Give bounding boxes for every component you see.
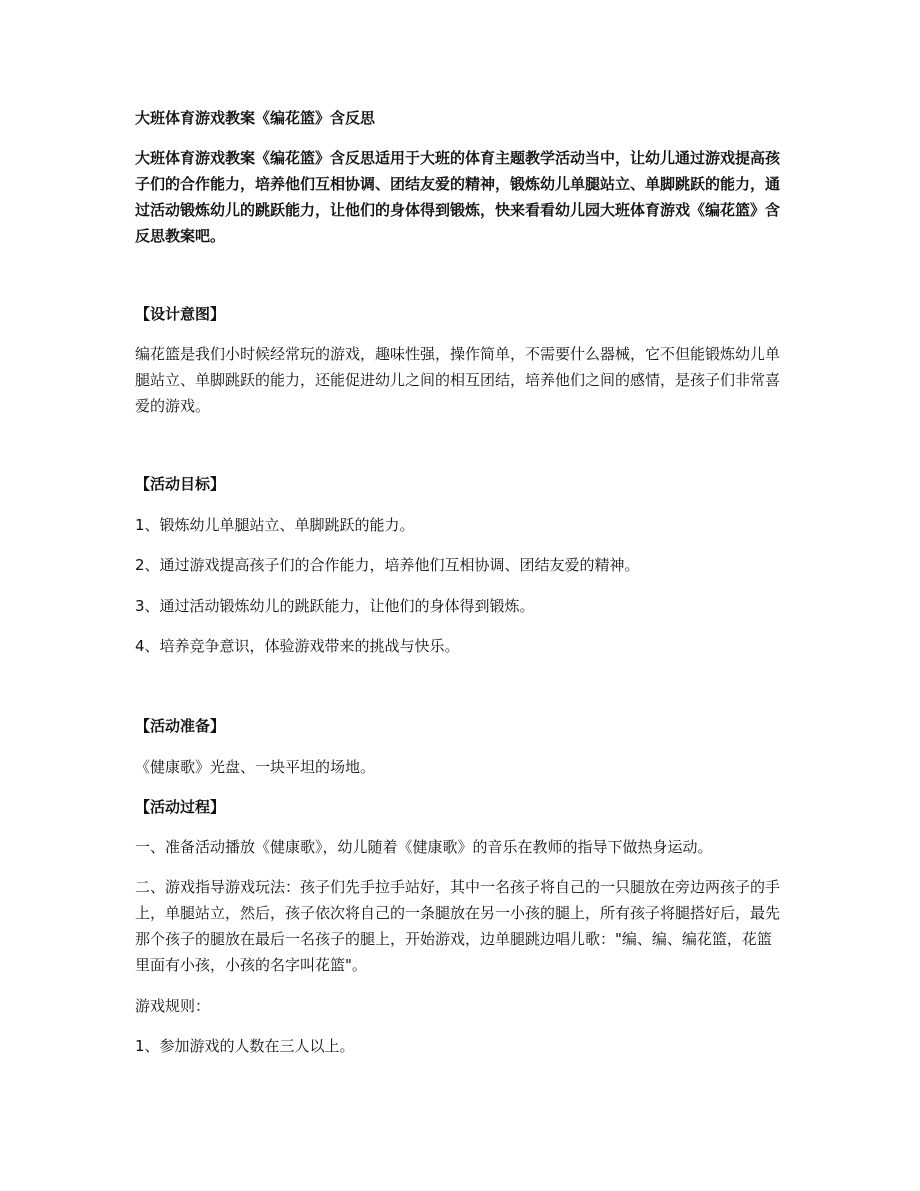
goal-item-1: 1、锻炼幼儿单腿站立、单脚跳跃的能力。 (135, 516, 415, 534)
document-title: 大班体育游戏教案《编花篮》含反思 (135, 109, 376, 127)
process-step-1: 一、准备活动播放《健康歌》，幼儿随着《健康歌》的音乐在教师的指导下做热身运动。 (135, 838, 713, 856)
process-heading: 【活动过程】 (135, 798, 226, 816)
goals-heading: 【活动目标】 (135, 475, 226, 493)
process-step-2: 二、游戏指导游戏玩法：孩子们先手拉手站好，其中一名孩子将自己的一只腿放在旁边两孩子的手上，单腿站立，然后，孩子依次将自己的一条腿放在另一小孩的腿上，所有孩子将腿搭好后，最先那个孩子的腿放在最后一名孩子的腿上，开始游戏，边单腿跳边唱儿歌："编、编、编花篮，花篮里面有小孩，小孩的名字叫花篮"。 (135, 878, 781, 974)
design-heading: 【设计意图】 (135, 305, 226, 323)
goal-item-2: 2、通过游戏提高孩子们的合作能力，培养他们互相协调、团结友爱的精神。 (135, 556, 640, 574)
prep-paragraph: 《健康歌》光盘、一块平坦的场地。 (135, 758, 376, 776)
intro-paragraph: 大班体育游戏教案《编花篮》含反思适用于大班的体育主题教学活动当中，让幼儿通过游戏提高孩子们的合作能力，培养他们互相协调、团结友爱的精神，锻炼幼儿单腿站立、单脚跳跃的能力，通过活动锻炼幼儿的跳跃能力，让他们的身体得到锻炼，快来看看幼儿园大班体育游戏《编花篮》含反思教案吧。 (135, 149, 781, 245)
design-paragraph: 编花篮是我们小时候经常玩的游戏，趣味性强，操作简单，不需要什么器械，它不但能锻炼幼儿单腿站立、单脚跳跃的能力，还能促进幼儿之间的相互团结，培养他们之间的感情，是孩子们非常喜爱的游戏。 (135, 345, 781, 415)
goal-item-4: 4、培养竞争意识，体验游戏带来的挑战与快乐。 (135, 637, 460, 655)
rule-item-1: 1、参加游戏的人数在三人以上。 (135, 1037, 355, 1055)
goal-item-3: 3、通过活动锻炼幼儿的跳跃能力，让他们的身体得到锻炼。 (135, 597, 535, 615)
prep-heading: 【活动准备】 (135, 717, 226, 735)
rules-heading: 游戏规则： (135, 997, 211, 1015)
